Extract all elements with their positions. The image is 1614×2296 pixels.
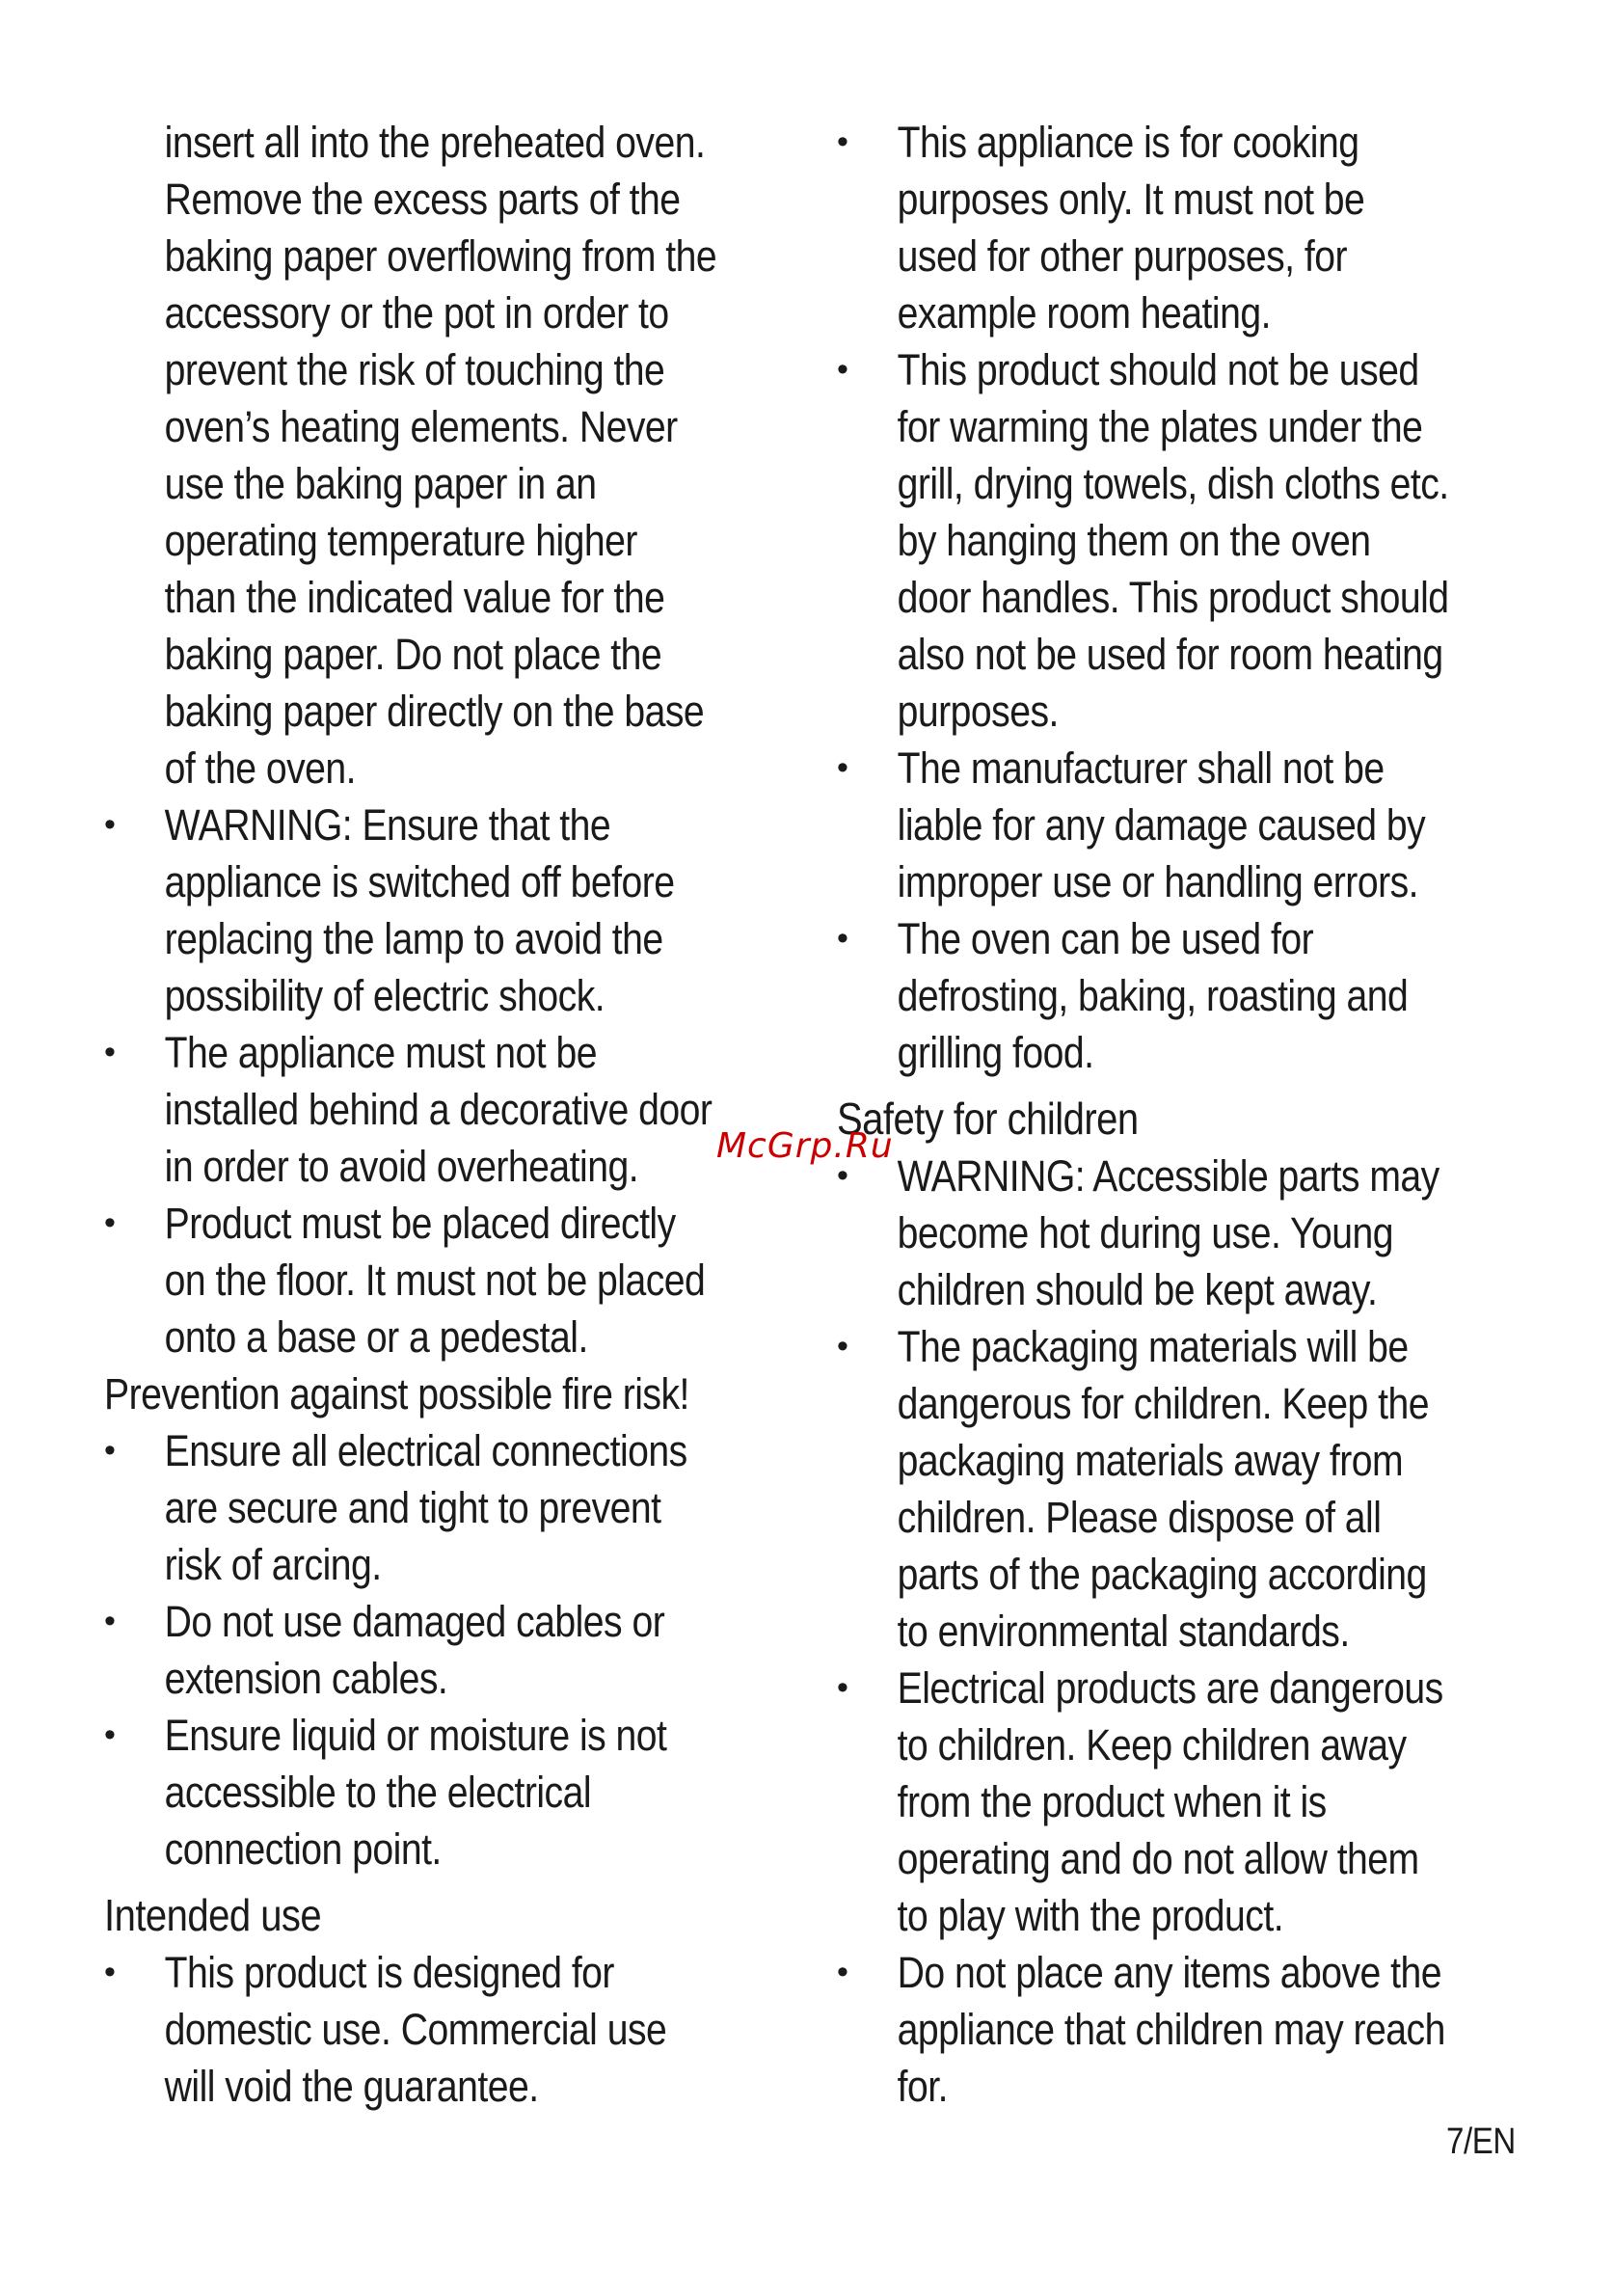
text-line: The packaging materials will be xyxy=(897,1322,1409,1371)
bullet-dot: • xyxy=(104,1034,116,1070)
continued-paragraph xyxy=(104,114,798,797)
text-line: for. xyxy=(897,2062,948,2111)
text-line: installed behind a decorative door xyxy=(164,1085,713,1134)
bullet-item-electrical-connections xyxy=(104,1422,798,1593)
text-line: Do not use damaged cables or xyxy=(164,1597,665,1646)
text-line: in order to avoid overheating. xyxy=(164,1142,639,1191)
text-line: Product must be placed directly xyxy=(164,1199,676,1248)
text-line: become hot during use. Young xyxy=(897,1208,1393,1257)
bullet-dot: • xyxy=(837,920,848,957)
bullet-dot: • xyxy=(104,1954,116,1990)
bullet-item-lamp-warning xyxy=(104,797,798,1024)
bullet-item-floor-placement xyxy=(104,1195,798,1365)
text-line: accessible to the electrical xyxy=(164,1768,592,1817)
text-line: The oven can be used for xyxy=(897,914,1314,963)
bullet-item-cooking-only xyxy=(837,114,1531,341)
bullet-item-accessible-parts xyxy=(837,1148,1531,1318)
watermark-text: McGrp.Ru xyxy=(716,1126,894,1166)
text-line: dangerous for children. Keep the xyxy=(897,1379,1430,1428)
text-line: grilling food. xyxy=(897,1028,1094,1077)
text-line: to environmental standards. xyxy=(897,1607,1350,1656)
fire-risk-heading: Prevention against possible fire risk! xyxy=(104,1369,689,1418)
text-line: also not be used for room heating xyxy=(897,630,1443,679)
text-line: operating and do not allow them xyxy=(897,1834,1419,1883)
text-line: improper use or handling errors. xyxy=(897,857,1419,906)
text-line: risk of arcing. xyxy=(164,1540,382,1589)
text-line: liable for any damage caused by xyxy=(897,800,1426,850)
bullet-dot: • xyxy=(104,1603,116,1639)
text-line: example room heating. xyxy=(897,288,1271,338)
text-line: WARNING: Ensure that the xyxy=(164,800,611,850)
left-column xyxy=(104,114,798,2115)
text-line: from the product when it is xyxy=(897,1777,1327,1826)
bullet-dot: • xyxy=(837,1157,848,1194)
bullet-dot: • xyxy=(104,1204,116,1241)
bullet-item-electrical-products xyxy=(837,1660,1531,1944)
text-line: The appliance must not be xyxy=(164,1028,597,1077)
text-line: by hanging them on the oven xyxy=(897,516,1371,565)
right-column xyxy=(837,114,1531,2115)
text-line: used for other purposes, for xyxy=(897,231,1347,281)
text-line: appliance is switched off before xyxy=(164,857,675,906)
intended-use-heading: Intended use xyxy=(104,1890,322,1940)
bullet-item-manufacturer-liability xyxy=(837,740,1531,910)
text-line: to children. Keep children away xyxy=(897,1720,1407,1769)
text-line: WARNING: Accessible parts may xyxy=(897,1151,1439,1201)
bullet-item-packaging xyxy=(837,1318,1531,1660)
text-line: door handles. This product should xyxy=(897,573,1449,622)
text-line: Do not place any items above the xyxy=(897,1948,1442,1997)
text-line: Ensure liquid or moisture is not xyxy=(164,1711,667,1760)
text-line: purposes. xyxy=(897,687,1059,736)
text-line: on the floor. It must not be placed xyxy=(164,1256,706,1305)
text-line: oven’s heating elements. Never xyxy=(164,402,678,451)
text-line: children. Please dispose of all xyxy=(897,1493,1382,1542)
text-line: baking paper overflowing from the xyxy=(164,231,717,281)
bullet-item-decorative-door xyxy=(104,1024,798,1195)
text-line: parts of the packaging according xyxy=(897,1550,1427,1599)
text-line: accessory or the pot in order to xyxy=(164,288,669,338)
text-line: of the oven. xyxy=(164,743,356,793)
text-line: insert all into the preheated oven. xyxy=(164,118,706,167)
bullet-dot: • xyxy=(837,351,848,388)
text-line: domestic use. Commercial use xyxy=(164,2005,667,2054)
text-line: are secure and tight to prevent xyxy=(164,1483,661,1532)
text-line: defrosting, baking, roasting and xyxy=(897,971,1409,1020)
bullet-dot: • xyxy=(837,123,848,160)
text-line: appliance that children may reach xyxy=(897,2005,1445,2054)
text-line: use the baking paper in an xyxy=(164,459,597,508)
text-line: This product is designed for xyxy=(164,1948,614,1997)
text-line: connection point. xyxy=(164,1824,442,1874)
safety-for-children-heading: Safety for children xyxy=(837,1094,1139,1144)
text-line: purposes only. It must not be xyxy=(897,175,1365,224)
bullet-item-domestic-use xyxy=(104,1944,798,2115)
text-line: The manufacturer shall not be xyxy=(897,743,1385,793)
bullet-dot: • xyxy=(837,749,848,786)
text-line: Remove the excess parts of the xyxy=(164,175,681,224)
text-line: for warming the plates under the xyxy=(897,402,1423,451)
text-line: will void the guarantee. xyxy=(164,2062,539,2111)
text-line: operating temperature higher xyxy=(164,516,637,565)
text-line: grill, drying towels, dish cloths etc. xyxy=(897,459,1449,508)
bullet-item-warming-plates xyxy=(837,341,1531,740)
text-line: packaging materials away from xyxy=(897,1436,1404,1485)
bullet-dot: • xyxy=(104,1432,116,1469)
text-line: extension cables. xyxy=(164,1654,448,1703)
bullet-dot: • xyxy=(837,1954,848,1990)
text-line: to play with the product. xyxy=(897,1891,1284,1940)
text-line: This product should not be used xyxy=(897,345,1419,394)
text-line: baking paper directly on the base xyxy=(164,687,705,736)
bullet-item-items-above xyxy=(837,1944,1531,2115)
text-line: children should be kept away. xyxy=(897,1265,1378,1314)
text-line: Electrical products are dangerous xyxy=(897,1663,1443,1713)
text-line: replacing the lamp to avoid the xyxy=(164,914,663,963)
bullet-item-oven-uses xyxy=(837,910,1531,1081)
text-line: prevent the risk of touching the xyxy=(164,345,665,394)
text-line: baking paper. Do not place the xyxy=(164,630,662,679)
bullet-item-moisture xyxy=(104,1707,798,1877)
page-number: 7/EN xyxy=(1446,2121,1516,2162)
text-line: onto a base or a pedestal. xyxy=(164,1312,588,1362)
text-line: than the indicated value for the xyxy=(164,573,665,622)
text-line: This appliance is for cooking xyxy=(897,118,1359,167)
bullet-dot: • xyxy=(837,1328,848,1364)
bullet-dot: • xyxy=(104,1716,116,1753)
bullet-item-damaged-cables xyxy=(104,1593,798,1707)
bullet-dot: • xyxy=(104,806,116,843)
bullet-dot: • xyxy=(837,1669,848,1706)
text-line: Ensure all electrical connections xyxy=(164,1426,687,1475)
text-line: possibility of electric shock. xyxy=(164,971,605,1020)
